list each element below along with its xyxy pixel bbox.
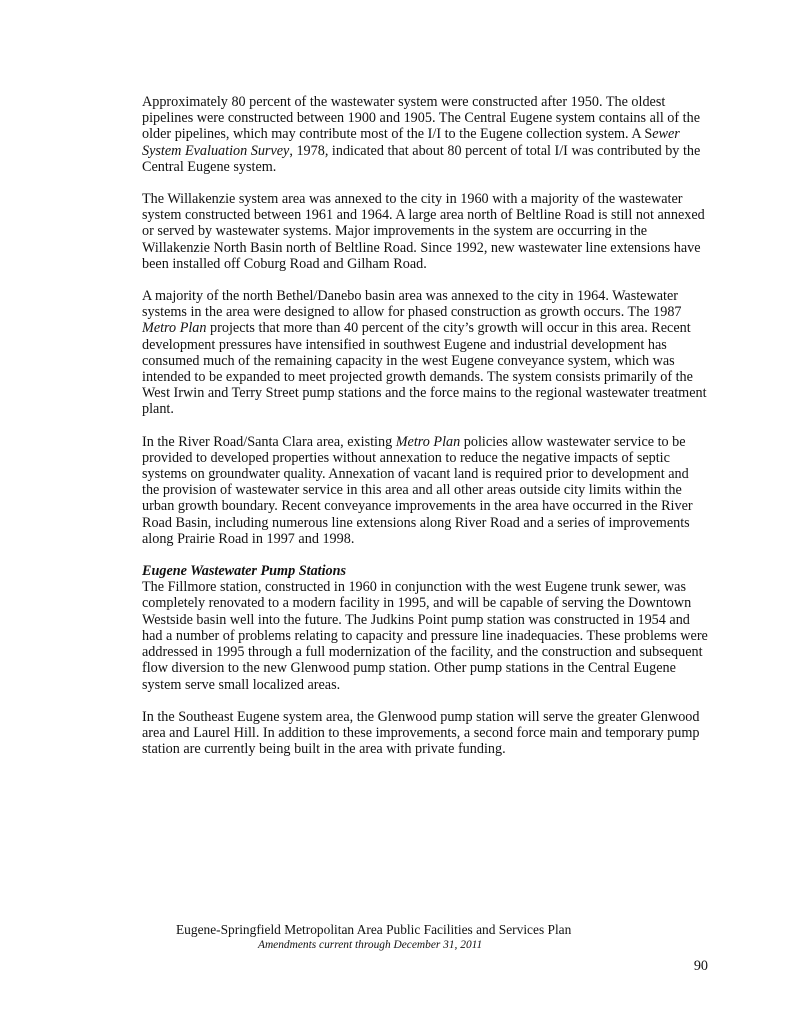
footer-subtitle: Amendments current through December 31, 2011 (258, 939, 483, 951)
metro-plan-title: Metro Plan (395, 433, 461, 450)
paragraph-willakenzie: The Willakenzie system area was annexed to the city in 1960 with a majority of the wastewater system constructed between 1961 and 1964. A large area north of Beltline Road is still not annexed or served by wastewater systems. Major improvements in the system are occurring in the Willakenzie North Basin north of Beltline Road. Since 1992, new wastewater line extensions have been installed off Coburg Road and Gilham Road. (142, 191, 705, 272)
section-heading: Eugene Wastewater Pump Stations (142, 563, 347, 580)
page-number: 90 (693, 958, 708, 974)
text-run: projects that more than 40 percent of the city’s growth will occur in this area. Recent development pressures have intensified in southwest Eugene and industrial development has consumed much of the remaining capacity in the west Eugene conveyance system, which was intended to be expanded to meet projected growth demands. The system consists primarily of the West Irwin and Terry Street pump stations and the force mains to the regional wastewater treatment plant. (142, 320, 707, 418)
text-run: policies allow wastewater service to be provided to developed properties without annexation to reduce the negative impacts of septic systems on groundwater quality. Annexation of vacant land is required prior to development and the provision of wastewater service in this area and all other areas outside city limits within the urban growth boundary. Recent conveyance improvements in the area have occurred in the River Road Basin, including numerous line extensions along River Road and a series of improvements along Prairie Road in 1997 and 1998. (142, 433, 693, 547)
text-run: , 1978, indicated that about 80 percent of total I/I was contributed by the Central Eugene system. (142, 142, 701, 175)
text-run: A majority of the north Bethel/Danebo basin area was annexed to the city in 1964. Wastewater systems in the area were designed to allow for phased construction as growth occurs. The 1987 (142, 288, 682, 321)
paragraph-fillmore: The Fillmore station, constructed in 1960 in conjunction with the west Eugene trunk sewer, was completely renovated to a modern facility in 1995, and will be capable of serving the Downtown Westside basin well into the future. The Judkins Point pump station was constructed in 1954 and had a number of problems relating to capacity and pressure line inadequacies. These problems were addressed in 1995 through a full modernization of the facility, and the construction and subsequent flow diversion to the new Glenwood pump station. Other pump stations in the Central Eugene system serve small localized areas. (142, 579, 708, 693)
paragraph-river-road (142, 434, 708, 547)
paragraph-bethel-danebo (142, 288, 708, 418)
document-body (142, 94, 708, 773)
paragraph-central-eugene (142, 94, 708, 175)
paragraph-southeast-eugene: In the Southeast Eugene system area, the Glenwood pump station will serve the greater Glenwood area and Laurel Hill. In addition to these improvements, a second force main and temporary pump station are currently being built in the area with private funding. (142, 708, 700, 758)
footer-title: Eugene-Springfield Metropolitan Area Public Facilities and Services Plan (176, 922, 572, 937)
survey-title: ewer System Evaluation Survey (142, 126, 680, 159)
metro-plan-title: Metro Plan (142, 320, 207, 337)
text-run: Approximately 80 percent of the wastewater system were constructed after 1950. The oldest pipelines were constructed between 1900 and 1905. The Central Eugene system contains all of the older pipelines, which may contribute most of the I/I to the Eugene collection system. A S (142, 94, 701, 143)
text-run: In the River Road/Santa Clara area, existing (142, 433, 396, 450)
